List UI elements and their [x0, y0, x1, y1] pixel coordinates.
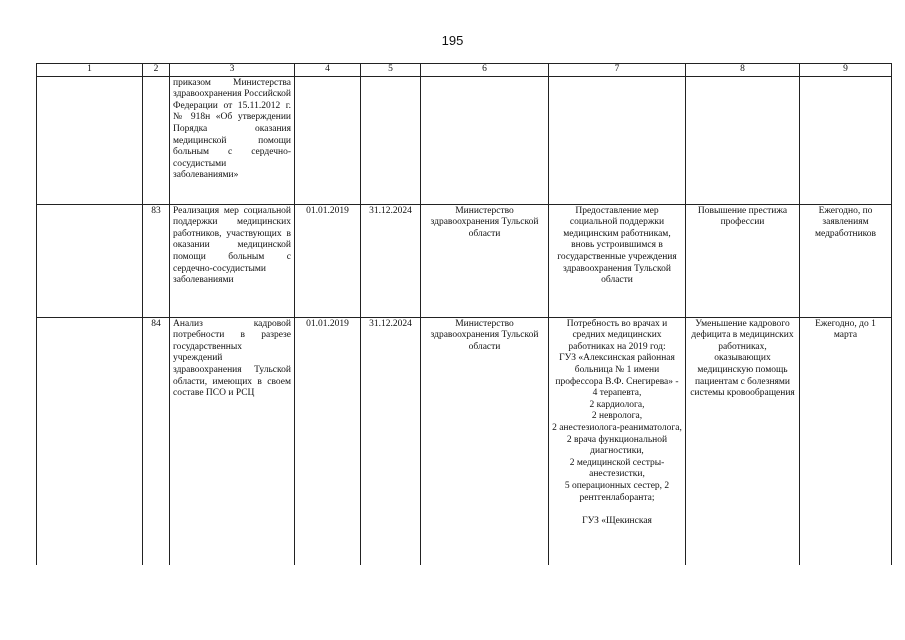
- page-number: 195: [441, 33, 464, 48]
- result-cell: [549, 76, 686, 204]
- header-cell: 8: [686, 64, 800, 77]
- header-cell: 1: [37, 64, 143, 77]
- row-number: [143, 76, 170, 204]
- action-cell: приказом Министерства здравоохранения Российской Федерации от 15.11.2012 г. № 918н «Об утверждении Порядка оказания медицинской помощи больным с сердечно-сосудистыми заболеваниями»: [170, 76, 295, 204]
- table-header-row: [37, 64, 892, 77]
- row-number: 83: [143, 204, 170, 317]
- table-row: [37, 204, 892, 317]
- table-row: [37, 76, 892, 204]
- header-cell: 9: [800, 64, 892, 77]
- period-cell: Ежегодно, по заявлениям медработников: [800, 204, 892, 317]
- empty-cell: [37, 76, 143, 204]
- end-date: 31.12.2024: [361, 317, 421, 565]
- empty-cell: [37, 317, 143, 565]
- measures-table: [36, 63, 892, 565]
- result-cell: Предоставление мер социальной поддержки медицинским работникам, вновь устроившимся в государственные учреждения здравоохранения Тульской области: [549, 204, 686, 317]
- action-cell: Реализация мер социальной поддержки медицинских работников, участвующих в оказании медицинской помощи больным с сердечно-сосудистыми заболеваниями: [170, 204, 295, 317]
- header-cell: 2: [143, 64, 170, 77]
- action-cell: Анализ кадровой потребности в разрезе государственных учреждений здравоохранения Тульской области, имеющих в своем составе ПСО и РСЦ: [170, 317, 295, 565]
- start-date: 01.01.2019: [295, 204, 361, 317]
- executor-cell: [421, 76, 549, 204]
- header-cell: 7: [549, 64, 686, 77]
- header-cell: 5: [361, 64, 421, 77]
- header-cell: 4: [295, 64, 361, 77]
- indicator-cell: Повышение престижа профессии: [686, 204, 800, 317]
- indicator-cell: Уменьшение кадрового дефицита в медицинских работниках, оказывающих медицинскую помощь пациентам с болезнями системы кровообращения: [686, 317, 800, 565]
- table-row: [37, 317, 892, 565]
- period-cell: [800, 76, 892, 204]
- result-cell: Потребность во врачах и средних медицинских работниках на 2019 год: ГУЗ «Алексинская районная больница № 1 имени профессора В.Ф. Снегирева» - 4 терапевта, 2 кардиолога, 2 невролога, 2 анестезиолога-реаниматолога, 2 врача функциональной диагностики, 2 медицинской сестры-анестезистки, 5 операционных сестер, 2 рентгенлаборанта; ГУЗ «Щекинская: [549, 317, 686, 565]
- indicator-cell: [686, 76, 800, 204]
- empty-cell: [37, 204, 143, 317]
- header-cell: 3: [170, 64, 295, 77]
- start-date: 01.01.2019: [295, 317, 361, 565]
- end-date: [361, 76, 421, 204]
- row-number: 84: [143, 317, 170, 565]
- executor-cell: Министерство здравоохранения Тульской области: [421, 204, 549, 317]
- executor-cell: Министерство здравоохранения Тульской области: [421, 317, 549, 565]
- end-date: 31.12.2024: [361, 204, 421, 317]
- header-cell: 6: [421, 64, 549, 77]
- period-cell: Ежегодно, до 1 марта: [800, 317, 892, 565]
- start-date: [295, 76, 361, 204]
